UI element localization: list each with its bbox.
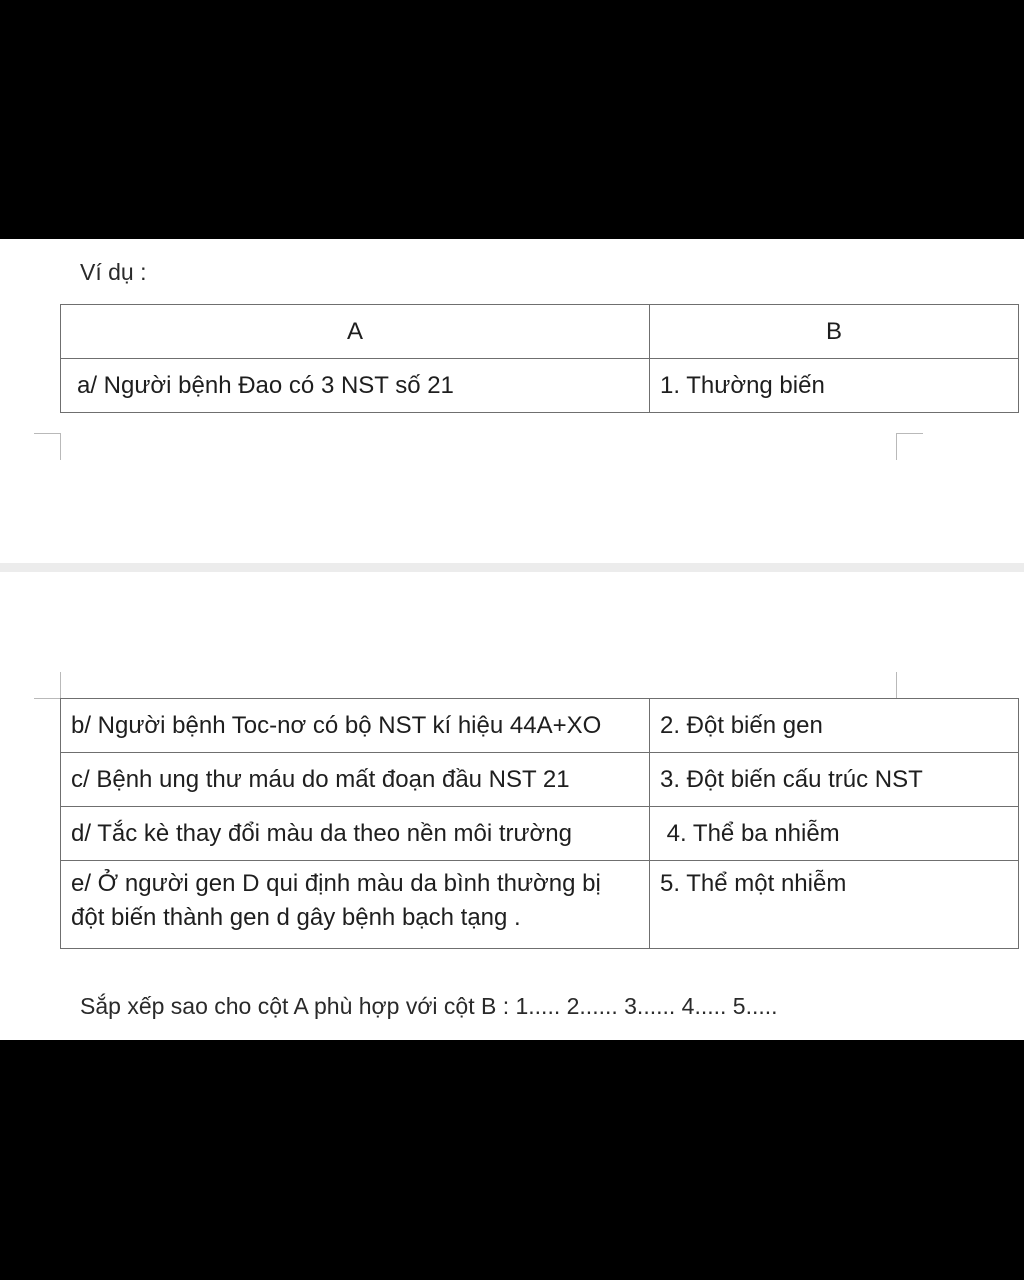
column-b-cell: 3. Đột biến cấu trúc NST: [650, 753, 1019, 807]
table-row: [61, 753, 1019, 807]
table-row: [61, 861, 1019, 949]
column-a-cell: e/ Ở người gen D qui định màu da bình thường bị đột biến thành gen d gây bệnh bạch tạng .: [61, 861, 650, 949]
page-corner-mark: [34, 433, 61, 460]
matching-table-part-2: [60, 698, 1019, 949]
column-b-header: B: [650, 305, 1019, 359]
column-a-header: A: [61, 305, 650, 359]
column-b-cell: 4. Thể ba nhiễm: [650, 807, 1019, 861]
column-b-cell: 5. Thể một nhiễm: [650, 861, 1019, 949]
table-header-row: [61, 305, 1019, 359]
page-corner-mark: [34, 672, 61, 699]
example-heading: Ví dụ :: [80, 259, 147, 285]
column-b-cell: 1. Thường biến: [650, 359, 1019, 413]
column-a-cell: c/ Bệnh ung thư máu do mất đoạn đầu NST 21: [61, 753, 650, 807]
page-corner-mark: [896, 433, 923, 460]
matching-table-part-1: [60, 304, 1019, 413]
column-b-cell: 2. Đột biến gen: [650, 699, 1019, 753]
page-separator: [0, 563, 1024, 572]
column-a-cell: d/ Tắc kè thay đổi màu da theo nền môi trường: [61, 807, 650, 861]
column-a-cell: b/ Người bệnh Toc-nơ có bộ NST kí hiệu 44A+XO: [61, 699, 650, 753]
column-a-cell: a/ Người bệnh Đao có 3 NST số 21: [61, 359, 650, 413]
table-row: [61, 807, 1019, 861]
instruction-text: Sắp xếp sao cho cột A phù hợp với cột B : 1..... 2...... 3...... 4..... 5.....: [80, 993, 778, 1019]
table-row: [61, 359, 1019, 413]
page-corner-mark: [896, 672, 923, 699]
table-row: [61, 699, 1019, 753]
